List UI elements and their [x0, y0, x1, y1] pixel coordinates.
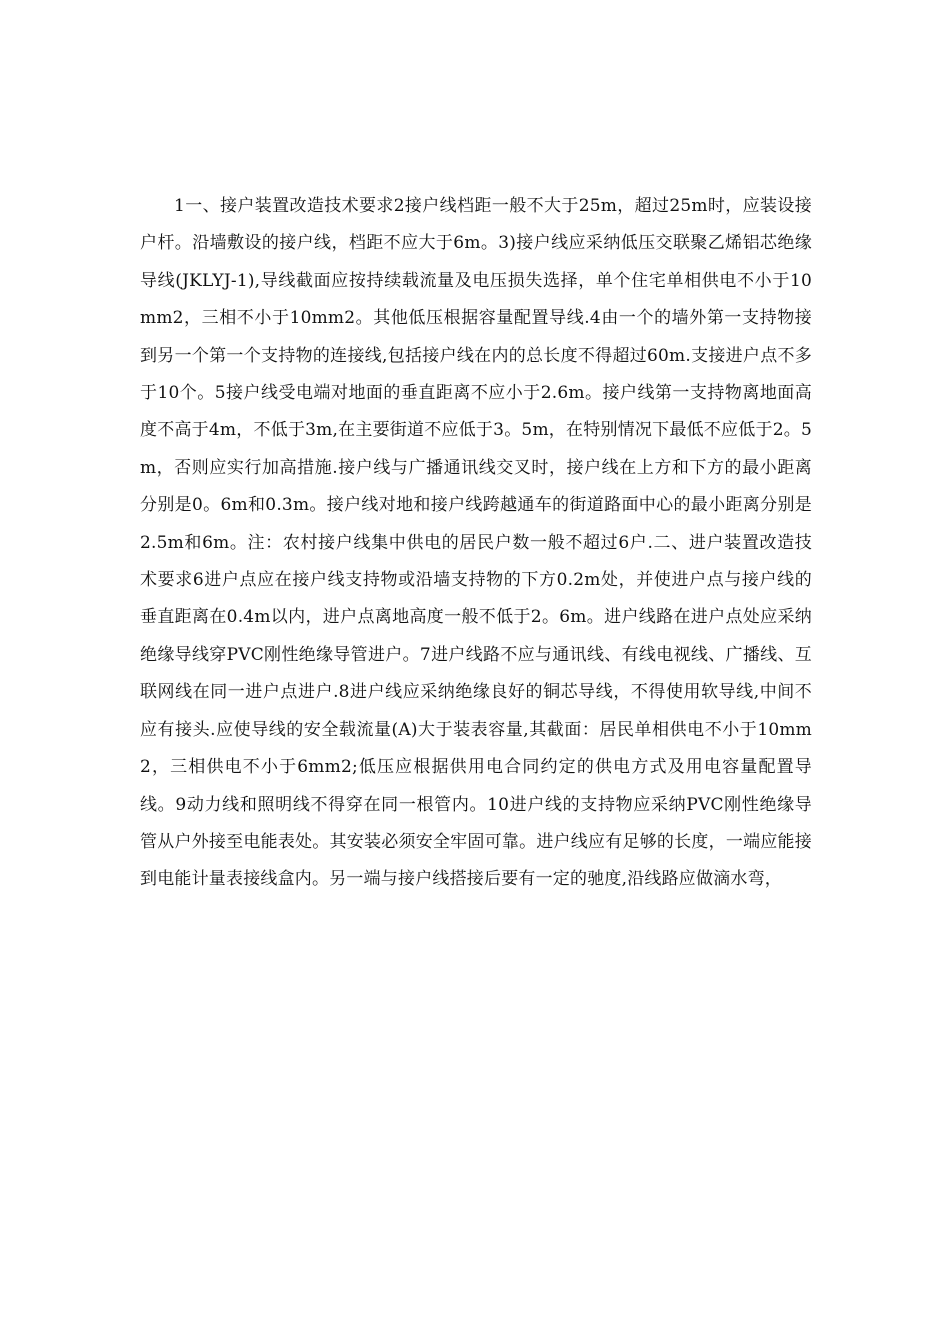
body-paragraph: 1一、接户装置改造技术要求2接户线档距一般不大于25m，超过25m时，应装设接户杆。沿墙敷设的接户线，档距不应大于6m。3)接户线应采纳低压交联聚乙烯铝芯绝缘导线(JKLYJ-1),导线截面应按持续载流量及电压损失选择，单个住宅单相供电不小于10mm2，三相不小于10mm2。其他低压根据容量配置导线.4由一个的墙外第一支持物接到另一个第一个支持物的连接线,包括接户线在内的总长度不得超过60m.支接进户点不多于10个。5接户线受电端对地面的垂直距离不应小于2.6m。接户线第一支持物离地面高度不高于4m，不低于3m,在主要街道不应低于3。5m，在特别情况下最低不应低于2。5m，否则应实行加高措施.接户线与广播通讯线交叉时，接户线在上方和下方的最小距离分别是0。6m和0.3m。接户线对地和接户线跨越通车的街道路面中心的最小距离分别是2.5m和6m。注：农村接户线集中供电的居民户数一般不超过6户.二、进户装置改造技术要求6进户点应在接户线支持物或沿墙支持物的下方0.2m处，并使进户点与接户线的垂直距离在0.4m以内，进户点离地高度一般不低于2。6m。进户线路在进户点处应采纳绝缘导线穿PVC刚性绝缘导管进户。7进户线路不应与通讯线、有线电视线、广播线、互联网线在同一进户点进户.8进户线应采纳绝缘良好的铜芯导线，不得使用软导线,中间不应有接头.应使导线的安全载流量(A)大于装表容量,其截面：居民单相供电不小于10mm2，三相供电不小于6mm2;低压应根据供用电合同约定的供电方式及用电容量配置导线。9动力线和照明线不得穿在同一根管内。10进户线的支持物应采纳PVC刚性绝缘导管从户外接至电能表处。其安装必须安全牢固可靠。进户线应有足够的长度，一端应能接到电能计量表接线盒内。另一端与接户线搭接后要有一定的驰度,沿线路应做滴水弯，: [140, 196, 812, 890]
